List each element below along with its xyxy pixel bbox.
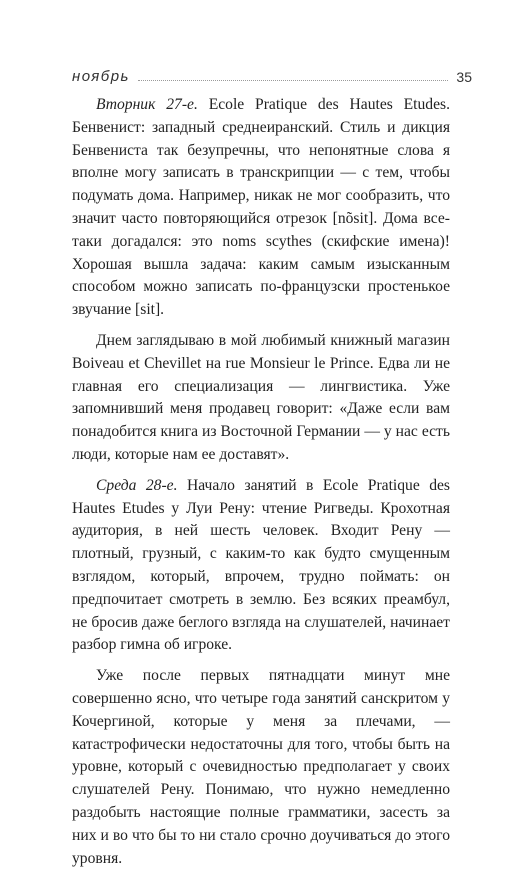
paragraph-text: Начало занятий в Ecole Pratique des Hautes Etudes у Луи Рену: чтение Ригведы. Крохотная аудитория, в ней шесть человек. Входит Рену — плотный, грузный, с каким-то как будто смущенным взглядом, который, впрочем, трудно поймать: он предпочитает смотреть в землю. Без всяких преамбул, не бросив даже беглого взгляда на слушателей, начинает разбор гимна об игроке. — [72, 476, 450, 654]
paragraph-4 — [72, 665, 450, 870]
paragraph-3 — [72, 475, 450, 657]
running-head — [72, 60, 472, 84]
entry-date: Среда 28-е. — [96, 476, 178, 494]
page-number: 35 — [456, 69, 472, 85]
paragraph-1 — [72, 94, 450, 322]
paragraph-text: Ecole Pratique des Hautes Etudes. Бенвенист: западный среднеиранский. Стиль и дикция Бенвениста так безупречны, что непонятные слова я вполне могу записать в транскрипции — с тем, чтобы подумать дома. Например, никак не мог сообразить, что значит часто повторяющийся отрезок [nõsit]. Дома все-таки догадался: это noms scythes (скифские имена)! Хорошая вышла задача: каким самым изысканным способом можно записать по-французски простенькое звучание [sit]. — [72, 96, 450, 319]
paragraph-text: Уже после первых пятнадцати минут мне совершенно ясно, что четыре года занятий санскритом у Кочергиной, которые у меня за плечами, — катастрофически недостаточны для того, чтобы быть на уровне, который с очевидностью предполагает у своих слушателей Рену. Понимаю, что нужно немедленно раздобыть настоящие полные грамматики, засесть за них и во что бы то ни стало срочно доучиваться до этого уровня. — [72, 667, 450, 867]
paragraph-text: Днем заглядываю в мой любимый книжный магазин Boiveau et Chevillet на rue Monsieur le Prince. Едва ли не главная его специализация — лингвистика. Уже запомнивший меня продавец говорит: «Даже если вам понадобится книга из Восточной Германии — у нас есть люди, которые нам ее доставят». — [72, 331, 450, 463]
paragraph-2 — [72, 330, 450, 467]
entry-date: Вторник 27-е. — [96, 96, 198, 113]
body-text — [72, 94, 450, 876]
section-title: ноябрь — [72, 68, 130, 85]
leader-dots — [138, 80, 448, 81]
